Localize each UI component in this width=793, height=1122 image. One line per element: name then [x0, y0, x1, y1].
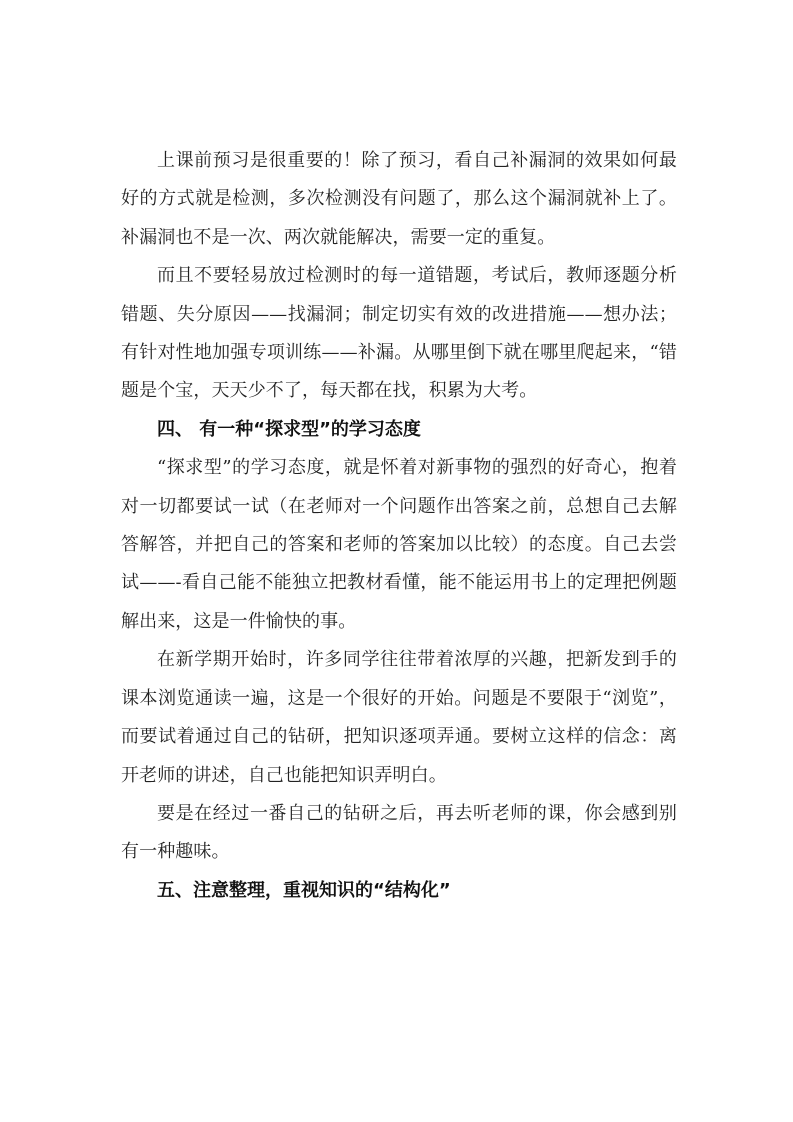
paragraph-self-study-interest: 要是在经过一番自己的钻研之后，再去听老师的课，你会感到别有一种趣味。: [121, 802, 677, 863]
paragraph-new-semester: 在新学期开始时，许多同学往往带着浓厚的兴趣，把新发到手的课本浏览通读一遍，这是一个很好的开始。问题是不要限于“浏览”，而要试着通过自己的钻研，把知识逐项弄通。要树立这样的信念：离开老师的讲述，自己也能把知识弄明白。: [121, 649, 677, 786]
section-heading-five: 五、注意整理，重视知识的“结构化”: [157, 879, 451, 901]
section-heading-four: 四、 有一种“探求型”的学习态度: [157, 418, 421, 440]
document-body: [121, 142, 677, 910]
paragraph-preview-importance: 上课前预习是很重要的！除了预习，看自己补漏洞的效果如何最好的方式就是检测，多次检测没有问题了，那么这个漏洞就补上了。补漏洞也不是一次、两次就能解决，需要一定的重复。: [121, 150, 677, 248]
paragraph-exploratory-attitude: “探求型”的学习态度，就是怀着对新事物的强烈的好奇心，抱着对一切都要试一试（在老师对一个问题作出答案之前，总想自己去解答解答，并把自己的答案和老师的答案加以比较）的态度。自己去尝试——-看自己能不能独立把教材看懂，能不能运用书上的定理把例题解出来，这是一件愉快的事。: [121, 457, 677, 632]
paragraph-error-review: 而且不要轻易放过检测时的每一道错题，考试后，教师逐题分析错题、失分原因——找漏洞；制定切实有效的改进措施——想办法；有针对性地加强专项训练——补漏。从哪里倒下就在哪里爬起来，“错题是个宝，天天少不了，每天都在找，积累为大考。: [121, 265, 677, 402]
